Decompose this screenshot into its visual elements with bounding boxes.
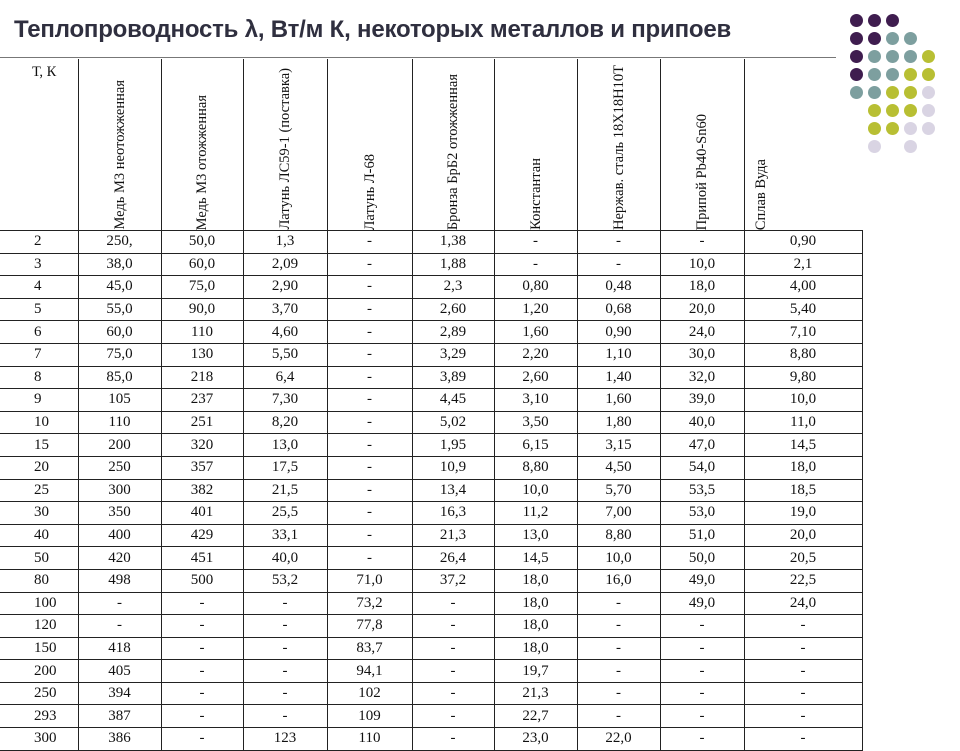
- value-cell: -: [660, 660, 744, 683]
- table-row: [0, 524, 862, 547]
- value-cell: 0,68: [577, 298, 660, 321]
- value-cell: -: [327, 456, 412, 479]
- value-cell: 54,0: [660, 456, 744, 479]
- value-cell: -: [327, 389, 412, 412]
- column-header-bronze-brb2: Бронза БрБ2 отожженная: [412, 59, 494, 231]
- value-cell: 2,3: [412, 276, 494, 299]
- value-cell: -: [327, 502, 412, 525]
- value-cell: -: [327, 343, 412, 366]
- value-cell: 4,00: [744, 276, 862, 299]
- value-cell: 24,0: [744, 592, 862, 615]
- value-cell: 418: [78, 637, 161, 660]
- decorative-dot: [904, 50, 917, 63]
- value-cell: 451: [161, 547, 243, 570]
- table-row: [0, 298, 862, 321]
- value-cell: 10,0: [577, 547, 660, 570]
- value-cell: 0,48: [577, 276, 660, 299]
- decorative-dot: [922, 68, 935, 81]
- value-cell: -: [161, 615, 243, 638]
- value-cell: 5,70: [577, 479, 660, 502]
- value-cell: 22,5: [744, 569, 862, 592]
- decorative-dot: [868, 104, 881, 117]
- value-cell: 23,0: [494, 728, 577, 751]
- value-cell: 3,70: [243, 298, 327, 321]
- value-cell: 49,0: [660, 592, 744, 615]
- table-row: [0, 682, 862, 705]
- temperature-cell: 25: [0, 479, 78, 502]
- value-cell: 251: [161, 411, 243, 434]
- value-cell: -: [161, 705, 243, 728]
- value-cell: 130: [161, 343, 243, 366]
- decorative-dot: [904, 122, 917, 135]
- value-cell: 51,0: [660, 524, 744, 547]
- value-cell: 1,10: [577, 343, 660, 366]
- value-cell: -: [243, 615, 327, 638]
- value-cell: 357: [161, 456, 243, 479]
- temperature-cell: 7: [0, 343, 78, 366]
- table-row: [0, 411, 862, 434]
- value-cell: 50,0: [660, 547, 744, 570]
- value-cell: 400: [78, 524, 161, 547]
- value-cell: -: [744, 615, 862, 638]
- value-cell: 18,0: [494, 637, 577, 660]
- value-cell: -: [412, 728, 494, 751]
- value-cell: 14,5: [494, 547, 577, 570]
- value-cell: 55,0: [78, 298, 161, 321]
- value-cell: 2,60: [412, 298, 494, 321]
- table-row: [0, 343, 862, 366]
- value-cell: 53,2: [243, 569, 327, 592]
- value-cell: 5,50: [243, 343, 327, 366]
- value-cell: -: [660, 728, 744, 751]
- decorative-dot: [868, 86, 881, 99]
- decorative-dot: [922, 50, 935, 63]
- value-cell: 73,2: [327, 592, 412, 615]
- value-cell: 19,7: [494, 660, 577, 683]
- temperature-cell: 4: [0, 276, 78, 299]
- value-cell: -: [243, 705, 327, 728]
- table-row: [0, 705, 862, 728]
- value-cell: -: [744, 728, 862, 751]
- value-cell: 18,5: [744, 479, 862, 502]
- value-cell: 237: [161, 389, 243, 412]
- value-cell: 5,40: [744, 298, 862, 321]
- decorative-dot: [904, 140, 917, 153]
- temperature-cell: 300: [0, 728, 78, 751]
- value-cell: 0,90: [577, 321, 660, 344]
- value-cell: 40,0: [243, 547, 327, 570]
- value-cell: 109: [327, 705, 412, 728]
- value-cell: -: [412, 592, 494, 615]
- value-cell: -: [327, 479, 412, 502]
- value-cell: -: [327, 411, 412, 434]
- temperature-cell: 8: [0, 366, 78, 389]
- temperature-cell: 5: [0, 298, 78, 321]
- value-cell: 420: [78, 547, 161, 570]
- value-cell: 25,5: [243, 502, 327, 525]
- value-cell: 22,7: [494, 705, 577, 728]
- value-cell: -: [161, 728, 243, 751]
- value-cell: 2,90: [243, 276, 327, 299]
- value-cell: -: [327, 321, 412, 344]
- value-cell: 429: [161, 524, 243, 547]
- value-cell: -: [327, 524, 412, 547]
- temperature-cell: 80: [0, 569, 78, 592]
- value-cell: -: [327, 231, 412, 254]
- value-cell: 3,29: [412, 343, 494, 366]
- value-cell: 37,2: [412, 569, 494, 592]
- value-cell: -: [243, 660, 327, 683]
- value-cell: 6,4: [243, 366, 327, 389]
- value-cell: 18,0: [494, 615, 577, 638]
- header-label: Т, К: [32, 64, 57, 80]
- value-cell: 26,4: [412, 547, 494, 570]
- value-cell: 10,0: [744, 389, 862, 412]
- column-header-solder-pb40-sn60: Припой Pb40-Sn60: [660, 59, 744, 231]
- value-cell: 350: [78, 502, 161, 525]
- value-cell: -: [327, 253, 412, 276]
- temperature-cell: 30: [0, 502, 78, 525]
- value-cell: 4,45: [412, 389, 494, 412]
- value-cell: 18,0: [744, 456, 862, 479]
- value-cell: 10,9: [412, 456, 494, 479]
- value-cell: 1,20: [494, 298, 577, 321]
- value-cell: -: [577, 231, 660, 254]
- decorative-dot: [922, 104, 935, 117]
- value-cell: -: [744, 682, 862, 705]
- value-cell: 53,5: [660, 479, 744, 502]
- value-cell: 250: [78, 456, 161, 479]
- decorative-dot: [904, 32, 917, 45]
- value-cell: 105: [78, 389, 161, 412]
- temperature-cell: 50: [0, 547, 78, 570]
- value-cell: -: [412, 660, 494, 683]
- value-cell: 4,50: [577, 456, 660, 479]
- value-cell: 2,60: [494, 366, 577, 389]
- value-cell: -: [577, 637, 660, 660]
- decorative-dot: [868, 122, 881, 135]
- decorative-dot: [868, 32, 881, 45]
- value-cell: 7,30: [243, 389, 327, 412]
- value-cell: 382: [161, 479, 243, 502]
- value-cell: 13,4: [412, 479, 494, 502]
- value-cell: -: [577, 682, 660, 705]
- value-cell: 123: [243, 728, 327, 751]
- value-cell: 0,80: [494, 276, 577, 299]
- value-cell: -: [78, 615, 161, 638]
- value-cell: 110: [78, 411, 161, 434]
- value-cell: 47,0: [660, 434, 744, 457]
- value-cell: 1,80: [577, 411, 660, 434]
- table-row: [0, 479, 862, 502]
- value-cell: 60,0: [78, 321, 161, 344]
- value-cell: 4,60: [243, 321, 327, 344]
- value-cell: -: [660, 705, 744, 728]
- decorative-dot: [904, 104, 917, 117]
- value-cell: 21,5: [243, 479, 327, 502]
- temperature-cell: 150: [0, 637, 78, 660]
- value-cell: 18,0: [660, 276, 744, 299]
- decorative-dot: [868, 140, 881, 153]
- value-cell: 8,80: [494, 456, 577, 479]
- page-title: Теплопроводность λ, Вт/м К, некоторых металлов и припоев: [14, 16, 732, 43]
- temperature-cell: 100: [0, 592, 78, 615]
- decorative-dot: [886, 86, 899, 99]
- value-cell: -: [412, 705, 494, 728]
- value-cell: 0,90: [744, 231, 862, 254]
- value-cell: 75,0: [78, 343, 161, 366]
- value-cell: 3,89: [412, 366, 494, 389]
- decorative-dot: [868, 14, 881, 27]
- decorative-dot: [886, 14, 899, 27]
- value-cell: 9,80: [744, 366, 862, 389]
- value-cell: 7,00: [577, 502, 660, 525]
- value-cell: -: [744, 660, 862, 683]
- decorative-dot: [868, 50, 881, 63]
- value-cell: 1,3: [243, 231, 327, 254]
- value-cell: 8,80: [744, 343, 862, 366]
- value-cell: -: [161, 682, 243, 705]
- value-cell: -: [412, 637, 494, 660]
- value-cell: 498: [78, 569, 161, 592]
- table-row: [0, 660, 862, 683]
- decorative-dot: [886, 32, 899, 45]
- value-cell: 16,0: [577, 569, 660, 592]
- column-header-stainless-steel: Нержав. сталь 18Х18Н10Т: [577, 59, 660, 231]
- table-row: [0, 276, 862, 299]
- decorative-dot: [868, 68, 881, 81]
- table-row: [0, 615, 862, 638]
- decorative-dot: [904, 68, 917, 81]
- value-cell: 300: [78, 479, 161, 502]
- value-cell: 401: [161, 502, 243, 525]
- decorative-dot: [922, 86, 935, 99]
- value-cell: 7,10: [744, 321, 862, 344]
- value-cell: 38,0: [78, 253, 161, 276]
- value-cell: -: [577, 705, 660, 728]
- value-cell: 20,5: [744, 547, 862, 570]
- value-cell: -: [577, 253, 660, 276]
- value-cell: 71,0: [327, 569, 412, 592]
- value-cell: 8,20: [243, 411, 327, 434]
- column-header-copper-m3-unannealed: Медь М3 неотожженная: [78, 59, 161, 231]
- value-cell: 10,0: [494, 479, 577, 502]
- value-cell: -: [660, 637, 744, 660]
- value-cell: -: [327, 434, 412, 457]
- table-row: [0, 389, 862, 412]
- decorative-dot: [886, 68, 899, 81]
- value-cell: -: [744, 637, 862, 660]
- value-cell: 13,0: [494, 524, 577, 547]
- value-cell: -: [243, 592, 327, 615]
- value-cell: 17,5: [243, 456, 327, 479]
- value-cell: 32,0: [660, 366, 744, 389]
- table-body: [0, 231, 862, 751]
- value-cell: 387: [78, 705, 161, 728]
- value-cell: 60,0: [161, 253, 243, 276]
- value-cell: 77,8: [327, 615, 412, 638]
- temperature-cell: 120: [0, 615, 78, 638]
- value-cell: 24,0: [660, 321, 744, 344]
- value-cell: 110: [161, 321, 243, 344]
- value-cell: 90,0: [161, 298, 243, 321]
- value-cell: 21,3: [412, 524, 494, 547]
- value-cell: -: [577, 592, 660, 615]
- value-cell: 2,1: [744, 253, 862, 276]
- value-cell: 11,0: [744, 411, 862, 434]
- value-cell: 21,3: [494, 682, 577, 705]
- temperature-cell: 9: [0, 389, 78, 412]
- table-row: [0, 728, 862, 751]
- value-cell: -: [660, 682, 744, 705]
- value-cell: 45,0: [78, 276, 161, 299]
- conductivity-table: [0, 59, 863, 751]
- value-cell: -: [243, 637, 327, 660]
- value-cell: 8,80: [577, 524, 660, 547]
- value-cell: -: [412, 615, 494, 638]
- temperature-cell: 250: [0, 682, 78, 705]
- value-cell: 110: [327, 728, 412, 751]
- value-cell: 320: [161, 434, 243, 457]
- decorative-dot: [886, 50, 899, 63]
- value-cell: 11,2: [494, 502, 577, 525]
- value-cell: 102: [327, 682, 412, 705]
- value-cell: 18,0: [494, 592, 577, 615]
- value-cell: -: [412, 682, 494, 705]
- column-header-temperature: [0, 59, 78, 231]
- value-cell: -: [78, 592, 161, 615]
- table-row: [0, 456, 862, 479]
- value-cell: 386: [78, 728, 161, 751]
- value-cell: 10,0: [660, 253, 744, 276]
- value-cell: 39,0: [660, 389, 744, 412]
- value-cell: 85,0: [78, 366, 161, 389]
- value-cell: 1,60: [577, 389, 660, 412]
- temperature-cell: 6: [0, 321, 78, 344]
- value-cell: -: [161, 660, 243, 683]
- value-cell: 50,0: [161, 231, 243, 254]
- value-cell: -: [161, 592, 243, 615]
- table-row: [0, 253, 862, 276]
- value-cell: 3,10: [494, 389, 577, 412]
- value-cell: 6,15: [494, 434, 577, 457]
- decorative-dot: [850, 14, 863, 27]
- table-row: [0, 569, 862, 592]
- value-cell: 22,0: [577, 728, 660, 751]
- value-cell: 2,20: [494, 343, 577, 366]
- table-row: [0, 637, 862, 660]
- value-cell: 1,95: [412, 434, 494, 457]
- value-cell: 1,60: [494, 321, 577, 344]
- column-header-brass-ls59: Латунь ЛС59-1 (поставка): [243, 59, 327, 231]
- table-row: [0, 592, 862, 615]
- value-cell: 3,15: [577, 434, 660, 457]
- decorative-dot: [886, 104, 899, 117]
- temperature-cell: 2: [0, 231, 78, 254]
- temperature-cell: 10: [0, 411, 78, 434]
- decorative-dot: [904, 86, 917, 99]
- value-cell: 40,0: [660, 411, 744, 434]
- value-cell: 13,0: [243, 434, 327, 457]
- value-cell: 5,02: [412, 411, 494, 434]
- column-header-copper-m3-annealed: Медь М3 отожженная: [161, 59, 243, 231]
- value-cell: 30,0: [660, 343, 744, 366]
- column-header-woods-metal: Сплав Вуда: [744, 59, 862, 231]
- table-row: [0, 502, 862, 525]
- table-row: [0, 547, 862, 570]
- temperature-cell: 3: [0, 253, 78, 276]
- temperature-cell: 40: [0, 524, 78, 547]
- value-cell: -: [577, 660, 660, 683]
- value-cell: 18,0: [494, 569, 577, 592]
- decorative-dot: [886, 122, 899, 135]
- table-row: [0, 231, 862, 254]
- value-cell: 1,88: [412, 253, 494, 276]
- table-header-row: [0, 59, 862, 231]
- title-divider: [0, 57, 836, 58]
- value-cell: -: [243, 682, 327, 705]
- value-cell: 20,0: [660, 298, 744, 321]
- value-cell: 500: [161, 569, 243, 592]
- decorative-dot: [850, 32, 863, 45]
- value-cell: 394: [78, 682, 161, 705]
- value-cell: 2,89: [412, 321, 494, 344]
- value-cell: -: [327, 276, 412, 299]
- decorative-dot: [922, 122, 935, 135]
- value-cell: 53,0: [660, 502, 744, 525]
- value-cell: 1,40: [577, 366, 660, 389]
- table-row: [0, 366, 862, 389]
- decorative-dot-grid: [850, 14, 960, 159]
- value-cell: 250,: [78, 231, 161, 254]
- value-cell: 1,38: [412, 231, 494, 254]
- temperature-cell: 15: [0, 434, 78, 457]
- value-cell: 33,1: [243, 524, 327, 547]
- value-cell: 218: [161, 366, 243, 389]
- value-cell: -: [327, 366, 412, 389]
- value-cell: 75,0: [161, 276, 243, 299]
- value-cell: -: [161, 637, 243, 660]
- value-cell: 94,1: [327, 660, 412, 683]
- value-cell: 200: [78, 434, 161, 457]
- table-row: [0, 434, 862, 457]
- value-cell: 2,09: [243, 253, 327, 276]
- value-cell: -: [744, 705, 862, 728]
- value-cell: 83,7: [327, 637, 412, 660]
- value-cell: -: [494, 231, 577, 254]
- value-cell: 49,0: [660, 569, 744, 592]
- value-cell: -: [660, 231, 744, 254]
- value-cell: 14,5: [744, 434, 862, 457]
- value-cell: 19,0: [744, 502, 862, 525]
- value-cell: -: [327, 298, 412, 321]
- column-header-brass-l68: Латунь Л-68: [327, 59, 412, 231]
- value-cell: -: [660, 615, 744, 638]
- temperature-cell: 293: [0, 705, 78, 728]
- value-cell: 3,50: [494, 411, 577, 434]
- value-cell: 20,0: [744, 524, 862, 547]
- value-cell: -: [494, 253, 577, 276]
- value-cell: 16,3: [412, 502, 494, 525]
- table-row: [0, 321, 862, 344]
- column-header-constantan: Константан: [494, 59, 577, 231]
- value-cell: -: [327, 547, 412, 570]
- temperature-cell: 200: [0, 660, 78, 683]
- value-cell: 405: [78, 660, 161, 683]
- temperature-cell: 20: [0, 456, 78, 479]
- value-cell: -: [577, 615, 660, 638]
